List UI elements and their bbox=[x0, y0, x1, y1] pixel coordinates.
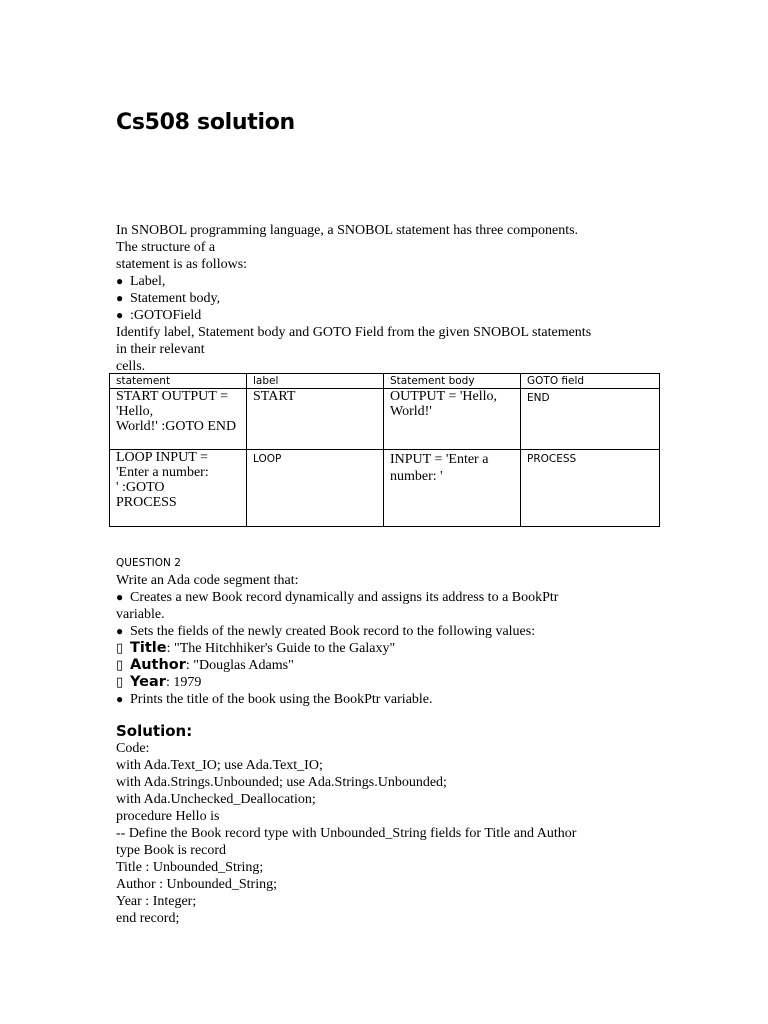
goto-cell: PROCESS bbox=[521, 450, 660, 527]
intro-line: The structure of a bbox=[116, 240, 216, 255]
missing-glyph-icon: ▯ bbox=[116, 675, 124, 690]
field-item: ▯ Author: "Douglas Adams" bbox=[116, 657, 294, 673]
column-header: Statement body bbox=[384, 374, 521, 389]
bullet-icon: ● bbox=[116, 624, 124, 638]
code-line: Author : Unbounded_String; bbox=[116, 877, 277, 892]
code-line: with Ada.Text_IO; use Ada.Text_IO; bbox=[116, 758, 323, 773]
code-line: end record; bbox=[116, 911, 180, 926]
table-header-row bbox=[110, 374, 660, 389]
intro-line: statement is as follows: bbox=[116, 257, 248, 272]
instruction-line: in their relevant bbox=[116, 342, 205, 357]
body-cell: INPUT = 'Enter a number: ' bbox=[384, 450, 521, 527]
statement-cell: LOOP INPUT = 'Enter a number: ' :GOTO PROCESS bbox=[110, 450, 247, 527]
column-header: label bbox=[247, 374, 384, 389]
list-item-continuation: variable. bbox=[116, 607, 165, 622]
bullet-icon: ● bbox=[116, 590, 124, 604]
column-header: statement bbox=[110, 374, 247, 389]
body-cell: OUTPUT = 'Hello, World!' bbox=[384, 389, 521, 450]
code-line: -- Define the Book record type with Unbounded_String fields for Title and Author bbox=[116, 826, 577, 841]
list-item: ● Prints the title of the book using the BookPtr variable. bbox=[116, 692, 433, 707]
page-title: Cs508 solution bbox=[116, 110, 295, 135]
list-item: ● Sets the fields of the newly created Book record to the following values: bbox=[116, 624, 536, 639]
field-item: ▯ Title: "The Hitchhiker's Guide to the Galaxy" bbox=[116, 640, 396, 656]
column-header: GOTO field bbox=[521, 374, 660, 389]
question-label: QUESTION 2 bbox=[116, 557, 181, 569]
statement-cell: START OUTPUT = 'Hello, World!' :GOTO END bbox=[110, 389, 247, 450]
intro-section bbox=[116, 222, 656, 375]
code-line: Code: bbox=[116, 741, 150, 756]
list-item: ● Statement body, bbox=[116, 291, 221, 306]
code-line: with Ada.Strings.Unbounded; use Ada.Strings.Unbounded; bbox=[116, 775, 447, 790]
code-line: Year : Integer; bbox=[116, 894, 197, 909]
missing-glyph-icon: ▯ bbox=[116, 658, 124, 673]
bullet-icon: ● bbox=[116, 308, 124, 322]
code-line: with Ada.Unchecked_Deallocation; bbox=[116, 792, 316, 807]
goto-cell: END bbox=[521, 389, 660, 450]
code-line: Title : Unbounded_String; bbox=[116, 860, 264, 875]
solution-code bbox=[116, 740, 676, 927]
code-line: type Book is record bbox=[116, 843, 227, 858]
bullet-icon: ● bbox=[116, 692, 124, 706]
table-row bbox=[110, 450, 660, 527]
field-item: ▯ Year: 1979 bbox=[116, 674, 202, 690]
code-line: procedure Hello is bbox=[116, 809, 220, 824]
snobol-table bbox=[109, 373, 660, 527]
list-item: ● :GOTOField bbox=[116, 308, 202, 323]
instruction-line: Identify label, Statement body and GOTO Field from the given SNOBOL statements bbox=[116, 325, 592, 340]
intro-line: In SNOBOL programming language, a SNOBOL statement has three components. bbox=[116, 223, 579, 238]
question-prompt: Write an Ada code segment that: bbox=[116, 573, 299, 588]
label-cell: LOOP bbox=[247, 450, 384, 527]
list-item: ● Creates a new Book record dynamically and assigns its address to a BookPtr bbox=[116, 590, 559, 605]
instruction-line: cells. bbox=[116, 359, 146, 374]
bullet-icon: ● bbox=[116, 274, 124, 288]
table-row bbox=[110, 389, 660, 450]
solution-heading: Solution: bbox=[116, 722, 193, 740]
missing-glyph-icon: ▯ bbox=[116, 641, 124, 656]
question2-section bbox=[116, 572, 636, 708]
bullet-icon: ● bbox=[116, 291, 124, 305]
list-item: ● Label, bbox=[116, 274, 166, 289]
label-cell: START bbox=[247, 389, 384, 450]
